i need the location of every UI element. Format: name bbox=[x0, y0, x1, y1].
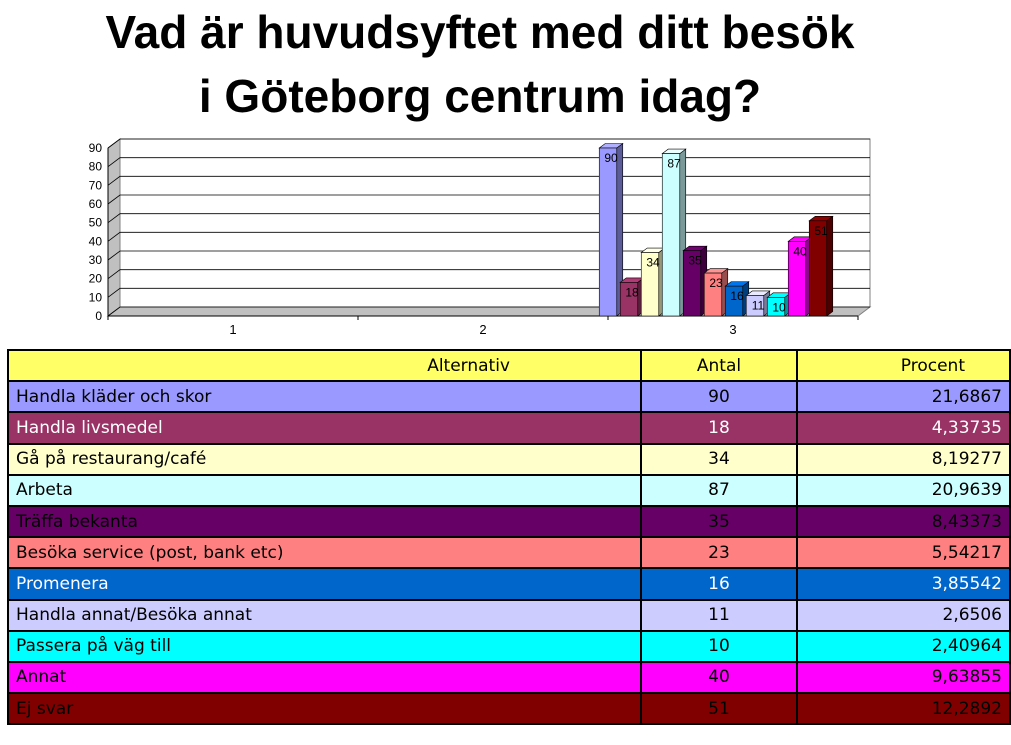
data-label: 90 bbox=[604, 151, 618, 165]
data-label: 18 bbox=[625, 285, 639, 300]
cell-alternativ: Passera på väg till bbox=[8, 631, 641, 662]
data-label: 87 bbox=[667, 156, 681, 171]
cell-antal: 18 bbox=[641, 412, 797, 443]
y-tick-label: 80 bbox=[88, 159, 102, 174]
data-label: 16 bbox=[730, 289, 744, 304]
cell-procent: 20,9639 bbox=[797, 475, 1010, 506]
chart-plot bbox=[89, 139, 870, 337]
cell-alternativ: Träffa bekanta bbox=[8, 506, 641, 537]
page-title bbox=[0, 0, 960, 128]
title-line-1: Vad är huvudsyftet med ditt besök bbox=[105, 6, 855, 58]
cell-procent: 2,40964 bbox=[797, 631, 1010, 662]
cell-procent: 12,2892 bbox=[797, 693, 1010, 724]
cell-procent: 21,6867 bbox=[797, 381, 1010, 412]
y-tick-label: 30 bbox=[88, 253, 102, 267]
y-tick-label: 60 bbox=[88, 197, 102, 211]
data-label: 10 bbox=[772, 300, 786, 315]
cell-alternativ: Handla livsmedel bbox=[8, 412, 641, 443]
bar-front bbox=[599, 148, 617, 316]
x-tick-label: 3 bbox=[729, 322, 737, 337]
bar bbox=[662, 149, 686, 316]
data-label: 51 bbox=[814, 223, 828, 238]
table-row bbox=[8, 662, 1010, 693]
table-body bbox=[8, 381, 1010, 724]
cell-alternativ: Handla kläder och skor bbox=[8, 381, 641, 412]
y-tick-label: 40 bbox=[88, 234, 102, 249]
cell-antal: 51 bbox=[641, 693, 797, 724]
table-row bbox=[8, 568, 1010, 599]
data-label: 11 bbox=[751, 298, 765, 313]
cell-alternativ: Handla annat/Besöka annat bbox=[8, 600, 641, 631]
table-row bbox=[8, 506, 1010, 537]
cell-antal: 35 bbox=[641, 506, 797, 537]
data-table bbox=[7, 349, 1011, 725]
table-row bbox=[8, 631, 1010, 662]
cell-antal: 90 bbox=[641, 381, 797, 412]
data-label: 35 bbox=[688, 253, 702, 268]
bar-front bbox=[662, 154, 680, 316]
x-tick-label: 1 bbox=[229, 322, 237, 337]
y-tick-label: 90 bbox=[88, 141, 102, 155]
cell-antal: 10 bbox=[641, 631, 797, 662]
cell-alternativ: Annat bbox=[8, 662, 641, 693]
y-tick-label: 10 bbox=[88, 290, 102, 305]
header-alternativ: Alternativ bbox=[8, 350, 641, 381]
cell-procent: 3,85542 bbox=[797, 568, 1010, 599]
bar-chart bbox=[60, 120, 920, 340]
cell-procent: 8,19277 bbox=[797, 444, 1010, 475]
cell-procent: 9,63855 bbox=[797, 662, 1010, 693]
cell-antal: 40 bbox=[641, 662, 797, 693]
title-line-2: i Göteborg centrum idag? bbox=[198, 70, 762, 122]
y-tick-label: 70 bbox=[88, 178, 102, 193]
y-tick-label: 20 bbox=[88, 271, 102, 286]
table-row bbox=[8, 444, 1010, 475]
table-row bbox=[8, 381, 1010, 412]
cell-antal: 11 bbox=[641, 600, 797, 631]
cell-procent: 5,54217 bbox=[797, 537, 1010, 568]
table-header-row bbox=[8, 350, 1010, 381]
x-tick-label: 2 bbox=[479, 322, 487, 337]
cell-alternativ: Promenera bbox=[8, 568, 641, 599]
bar bbox=[599, 144, 623, 317]
cell-alternativ: Besöka service (post, bank etc) bbox=[8, 537, 641, 568]
data-label: 34 bbox=[646, 255, 660, 270]
table-row bbox=[8, 537, 1010, 568]
y-tick-label: 50 bbox=[88, 215, 102, 230]
table-row bbox=[8, 600, 1010, 631]
cell-procent: 2,6506 bbox=[797, 600, 1010, 631]
data-label: 23 bbox=[709, 276, 723, 291]
cell-antal: 34 bbox=[641, 444, 797, 475]
cell-procent: 4,33735 bbox=[797, 412, 1010, 443]
cell-alternativ: Arbeta bbox=[8, 475, 641, 506]
table-row bbox=[8, 412, 1010, 443]
table-row bbox=[8, 475, 1010, 506]
cell-antal: 23 bbox=[641, 537, 797, 568]
cell-alternativ: Gå på restaurang/café bbox=[8, 444, 641, 475]
header-antal: Antal bbox=[641, 350, 797, 381]
cell-antal: 87 bbox=[641, 475, 797, 506]
cell-procent: 8,43373 bbox=[797, 506, 1010, 537]
table-row bbox=[8, 693, 1010, 724]
back-wall bbox=[120, 139, 870, 307]
data-label: 40 bbox=[793, 244, 807, 259]
y-tick-label: 0 bbox=[95, 309, 102, 323]
header-procent: Procent bbox=[797, 350, 1010, 381]
cell-alternativ: Ej svar bbox=[8, 693, 641, 724]
cell-antal: 16 bbox=[641, 568, 797, 599]
